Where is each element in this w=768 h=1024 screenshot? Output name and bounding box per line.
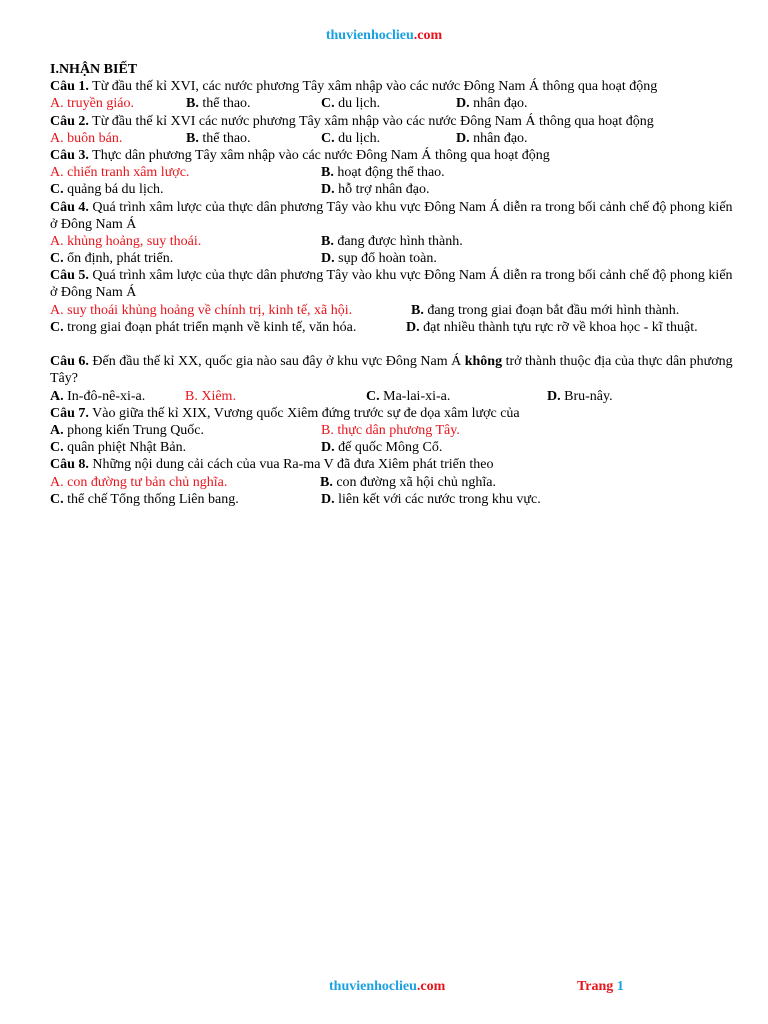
option-c: C. du lịch. [321,96,381,112]
question-5: Câu 5. Quá trình xâm lược của thực dân phương Tây vào khu vực Đông Nam Á diễn ra trong bối cảnh chế độ phong kiến ở Đông Nam Á [50,268,733,301]
option-c: C. Ma-lai-xi-a. [366,388,451,404]
spacer [50,336,740,353]
options-q3-row2 [50,181,740,198]
option-b: B. thực dân phương Tây. [321,423,460,439]
options-q6 [50,388,740,405]
page-number: Trang 1 [577,979,624,994]
option-a: A. khủng hoảng, suy thoái. [50,233,202,249]
option-d: D. hỗ trợ nhân đạo. [321,182,430,198]
option-d: D. sụp đổ hoàn toàn. [321,251,437,267]
options-q7-row1 [50,422,740,439]
option-d: D. nhân đạo. [456,96,528,112]
options-q8-row2 [50,491,740,508]
section-title: I.NHẬN BIẾT [50,62,138,77]
question-4: Câu 4. Quá trình xâm lược của thực dân phương Tây vào khu vực Đông Nam Á diễn ra trong bối cảnh chế độ phong kiến ở Đông Nam Á [50,199,733,232]
option-b: B. đang được hình thành. [321,233,463,249]
option-d: D. liên kết với các nước trong khu vực. [321,491,541,507]
site-name: thuvienhoclieu [325,28,414,43]
footer-site: thuvienhoclieu.com [329,979,446,994]
options-q4-row2 [50,250,740,267]
question-3: Câu 3. Thực dân phương Tây xâm nhập vào các nước Đông Nam Á thông qua hoạt động [50,147,550,163]
options-q3-row1 [50,164,740,181]
option-b: B. thể thao. [186,130,251,146]
option-c: C. thể chế Tổng thống Liên bang. [50,491,239,507]
option-c: C. quảng bá du lịch. [50,182,164,198]
site-domain: .com [413,28,443,43]
option-b: B. Xiêm. [185,388,236,404]
option-d: D. nhân đạo. [456,130,528,146]
option-c: C. quân phiệt Nhật Bản. [50,440,187,456]
option-d: D. đạt nhiều thành tựu rực rỡ về khoa học - kĩ thuật. [406,319,698,335]
option-a: A. suy thoái khủng hoảng về chính trị, kinh tế, xã hội. [50,302,353,318]
option-c: C. du lịch. [321,130,381,146]
option-c: C. trong giai đoạn phát triển mạnh về kinh tế, văn hóa. [50,319,357,335]
options-q4-row1 [50,233,740,250]
option-a: A. buôn bán. [50,130,123,146]
options-q1 [50,95,740,112]
option-a: A. In-đô-nê-xi-a. [50,388,146,404]
option-a: A. truyền giáo. [50,96,134,112]
document-body [50,61,740,508]
question-2: Câu 2. Từ đầu thế kỉ XVI các nước phương Tây xâm nhập vào các nước Đông Nam Á thông qua hoạt động [50,113,654,129]
options-q8-row1 [50,474,740,491]
option-b: B. hoạt động thể thao. [321,165,445,181]
question-7: Câu 7. Vào giữa thế kỉ XIX, Vương quốc Xiêm đứng trước sự đe dọa xâm lược của [50,405,520,421]
option-a: A. con đường tư bản chủ nghĩa. [50,474,228,490]
question-8: Câu 8. Những nội dung cải cách của vua Ra-ma V đã đưa Xiêm phát triển theo [50,457,494,473]
option-d: D. đế quốc Mông Cổ. [321,440,443,456]
option-a: A. phong kiến Trung Quốc. [50,423,205,439]
options-q2 [50,130,740,147]
option-b: B. con đường xã hội chủ nghĩa. [320,474,496,490]
question-6: Câu 6. Đến đầu thế kỉ XX, quốc gia nào sau đây ở khu vực Đông Nam Á không trở thành thuộc địa của thực dân phương Tây? [50,354,733,387]
option-a: A. chiến tranh xâm lược. [50,165,190,181]
site-header [0,28,768,44]
options-q5-row2 [50,319,740,336]
option-c: C. ổn định, phát triển. [50,251,174,267]
question-1: Câu 1. Từ đầu thế kỉ XVI, các nước phương Tây xâm nhập vào các nước Đông Nam Á thông qua hoạt động [50,79,658,95]
option-b: B. thể thao. [186,96,251,112]
options-q5-row1 [50,302,740,319]
option-b: B. đang trong giai đoạn bắt đầu mới hình thành. [411,302,680,318]
option-d: D. Bru-nây. [547,388,613,404]
options-q7-row2 [50,439,740,456]
